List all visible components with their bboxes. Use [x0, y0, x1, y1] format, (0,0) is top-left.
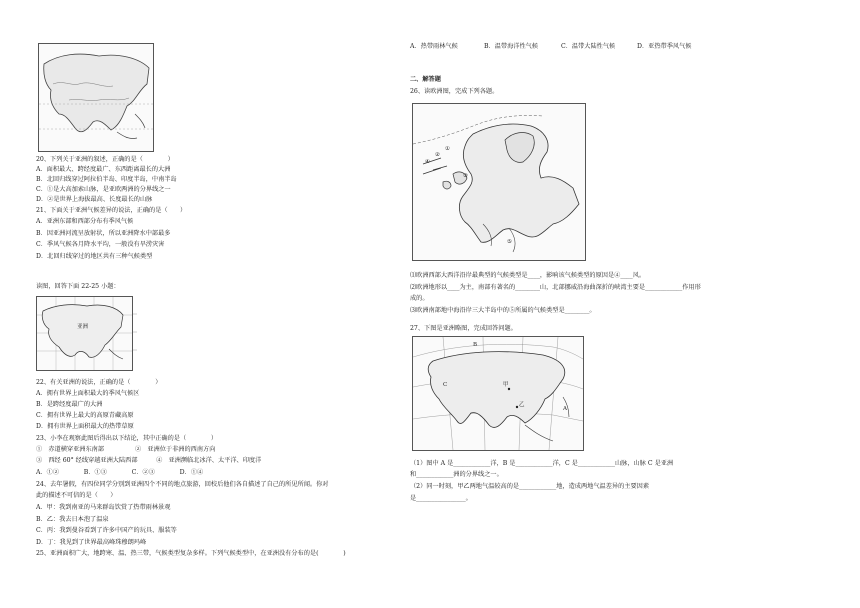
q24-stem-line2: 此的描述不可信的是（ ） [36, 492, 117, 499]
q21-option-b[interactable]: B．因亚洲河流呈放射状，所以亚洲降水中部最多 [36, 230, 171, 237]
europe-marker-2: ② [435, 152, 440, 158]
europe-marker-4: ④ [425, 159, 430, 165]
q27-sub1-line1: （1）图中 A 是____________洋，B 是____________洋，C 是____________山脉，山脉 C 是亚洲 [410, 460, 674, 467]
asia-sketch-marker-a: A [563, 406, 567, 412]
q24-option-a[interactable]: A．甲：我到南亚的马来群岛饮赏了热带雨林景观 [36, 504, 171, 511]
asia-map-top-drawing [39, 44, 153, 151]
q26-sub2-line2: 成的。 [410, 295, 429, 302]
europe-marker-1: ① [445, 146, 450, 152]
europe-map-drawing [413, 104, 585, 260]
europe-marker-5: ⑤ [507, 239, 512, 245]
q25-option-c[interactable]: C．温带大陆性气候 [561, 43, 616, 50]
q23-choices[interactable]: A．①② B．①③ C．②③ D．①④ [36, 469, 204, 476]
europe-marker-3: ③ [463, 173, 468, 179]
q20-option-c[interactable]: C．①是大高加索山脉，是亚欧两洲的分界线之一 [36, 186, 171, 193]
q25-option-b[interactable]: B．温带海洋性气候 [484, 43, 539, 50]
q21-stem: 21、下面关于亚洲气候差异的说法，正确的是（ ） [36, 207, 187, 214]
q20-stem: 20、下列关于亚洲的叙述，正确的是（ ） [36, 156, 174, 163]
q22-stem: 22、有关亚洲的说法，正确的是（ ） [36, 379, 162, 386]
q26-sub2-line1: ⑵欧洲地形以____为主，南部有著名的________山，北部挪威沿海曲深折的峡湾主要是____________作用形 [410, 284, 701, 291]
q25-option-d[interactable]: D．亚热带季风气候 [637, 43, 692, 50]
q25-stem: 25、亚洲面积广大，地跨寒、温、热三带，气候类型复杂多样。下列气候类型中，在亚洲没有分布的是( ) [36, 550, 346, 557]
q26-stem: 26、读欧洲图，完成下列各题。 [410, 88, 499, 95]
asia-map-grid-ticks [133, 296, 139, 369]
q20-option-d[interactable]: D．②是世界上海拔最高、长度最长的山脉 [36, 196, 153, 203]
q24-option-b[interactable]: B．乙：我去日本泡了温泉 [36, 516, 109, 523]
q27-sub2-line2: 是________________。 [410, 495, 472, 502]
q21-option-a[interactable]: A．亚洲东部和西部分布有季风气候 [36, 218, 134, 225]
q26-sub3: ⑶欧洲南部地中海沿岸三大半岛中的⑤所属的气候类型是________。 [410, 307, 596, 314]
q24-option-c[interactable]: C．丙：我到曼谷看到了许多中国产的玩具、服装等 [36, 527, 177, 534]
q21-option-c[interactable]: C．季风气候各月降水平均，一般没有旱涝灾害 [36, 241, 165, 248]
asia-sketch-marker-jia: 甲 [503, 382, 509, 388]
q21-option-d[interactable]: D．北回归线穿过的地区共有三种气候类型 [36, 253, 153, 260]
q26-sub1: ⑴欧洲西部大西洋沿岸最典型的气候类型是____，影响该气候类型的原因是④____风。 [410, 272, 646, 279]
asia-map-grid [36, 296, 133, 371]
q23-stem: 23、小李在观察此图后得出以下结论，其中正确的是（ ） [36, 435, 218, 442]
asia-sketch-map [412, 336, 584, 451]
q27-sub2-line1: （2）同一时刻，甲乙两地气温较高的是____________地，造成两地气温差异的主要因素 [410, 483, 650, 490]
q22-option-d[interactable]: D．拥有世界上面积最大的热带草原 [36, 423, 134, 430]
q25-option-a[interactable]: A．热带雨林气候 [410, 43, 458, 50]
section-heading: 二、解答题 [410, 76, 441, 83]
asia-map-grid-label: 亚洲 [77, 324, 89, 330]
q23-statements-2: ③ 西经 60° 经线穿越亚洲大陆西部 ④ 亚洲濒临北冰洋、太平洋、印度洋 [36, 457, 262, 464]
asia-sketch-marker-c: C [443, 382, 448, 388]
q20-option-a[interactable]: A．面积最大、跨经度最广、东西距离最长的大洲 [36, 166, 171, 173]
q23-statements-1: ① 赤道横穿亚洲东南部 ② 亚洲位于非洲的西南方向 [36, 446, 216, 453]
q22-option-a[interactable]: A．拥有世界上面积最大的季风气候区 [36, 390, 140, 397]
asia-map-grid-tick-marks [133, 296, 139, 369]
asia-map-grid-drawing [37, 297, 132, 370]
q20-option-b[interactable]: B．北回归线穿过阿拉伯半岛、印度半岛，中南半岛 [36, 176, 177, 183]
q27-sub1-line2: 和____________洲的分界线之一。 [410, 471, 503, 478]
q22-option-c[interactable]: C．拥有世界上最大的高原青藏高原 [36, 412, 134, 419]
q22-25-intro: 读图，回答下面 22-25 小题： [36, 283, 120, 290]
europe-map [412, 103, 586, 261]
asia-sketch-marker-yi: 乙 [519, 402, 525, 408]
asia-sketch-map-drawing [413, 337, 583, 450]
q27-stem: 27、下图是亚洲略图，完成回答问题。 [410, 325, 517, 332]
q24-stem-line1: 24、去年暑假，有四位同学分别到亚洲四个不同的地点旅游，回校后他们各自描述了自己的所见所闻。你对 [36, 481, 329, 488]
asia-map-top [38, 43, 154, 152]
asia-sketch-marker-b: B [473, 342, 478, 348]
q22-option-b[interactable]: B．是跨经度最广的大洲 [36, 401, 103, 408]
q24-option-d[interactable]: D．丁：我见到了世界最高峰珠穆朗玛峰 [36, 539, 147, 546]
